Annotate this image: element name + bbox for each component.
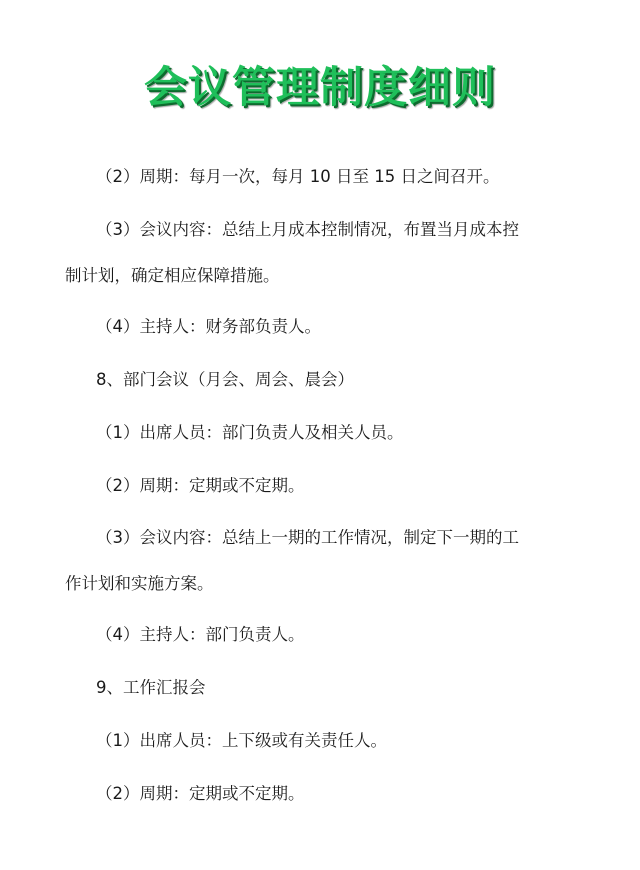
section-heading-work-report-meeting	[65, 678, 545, 698]
section-heading-department-meeting	[65, 370, 545, 390]
paragraph-line	[65, 528, 545, 548]
paragraph-text: （1）出席人员：部门负责人及相关人员。	[96, 423, 404, 442]
paragraph-attendees-work-report	[65, 731, 545, 751]
paragraph-content-department-meeting	[65, 528, 545, 594]
paragraph-line: 制计划，确定相应保障措施。	[65, 266, 280, 285]
paragraph-line: 作计划和实施方案。	[65, 574, 214, 593]
document-title: 会议管理制度细则	[144, 63, 496, 113]
paragraph-text: （4）主持人：部门负责人。	[96, 625, 305, 644]
paragraph-line	[65, 220, 545, 240]
paragraph-text: 9、工作汇报会	[96, 678, 206, 697]
paragraph-attendees-department-meeting	[65, 423, 545, 443]
paragraph-text: （2）周期：定期或不定期。	[96, 476, 305, 495]
paragraph-host-department-meeting	[65, 625, 545, 645]
paragraph-cycle-cost-meeting	[65, 167, 545, 187]
paragraph-content-cost-meeting	[65, 220, 545, 286]
paragraph-text: （4）主持人：财务部负责人。	[96, 317, 321, 336]
paragraph-text: （1）出席人员：上下级或有关责任人。	[96, 731, 387, 750]
paragraph-text: （3）会议内容：总结上月成本控制情况，布置当月成本控	[96, 220, 519, 239]
paragraph-cycle-work-report	[65, 784, 545, 804]
paragraph-host-cost-meeting	[65, 317, 545, 337]
paragraph-text: （2）周期：定期或不定期。	[96, 784, 305, 803]
paragraph-text: 8、部门会议（月会、周会、晨会）	[96, 370, 354, 389]
paragraph-cycle-department-meeting	[65, 476, 545, 496]
paragraph-text: （2）周期：每月一次，每月 10 日至 15 日之间召开。	[96, 167, 500, 186]
paragraph-text: （3）会议内容：总结上一期的工作情况，制定下一期的工	[96, 528, 519, 547]
